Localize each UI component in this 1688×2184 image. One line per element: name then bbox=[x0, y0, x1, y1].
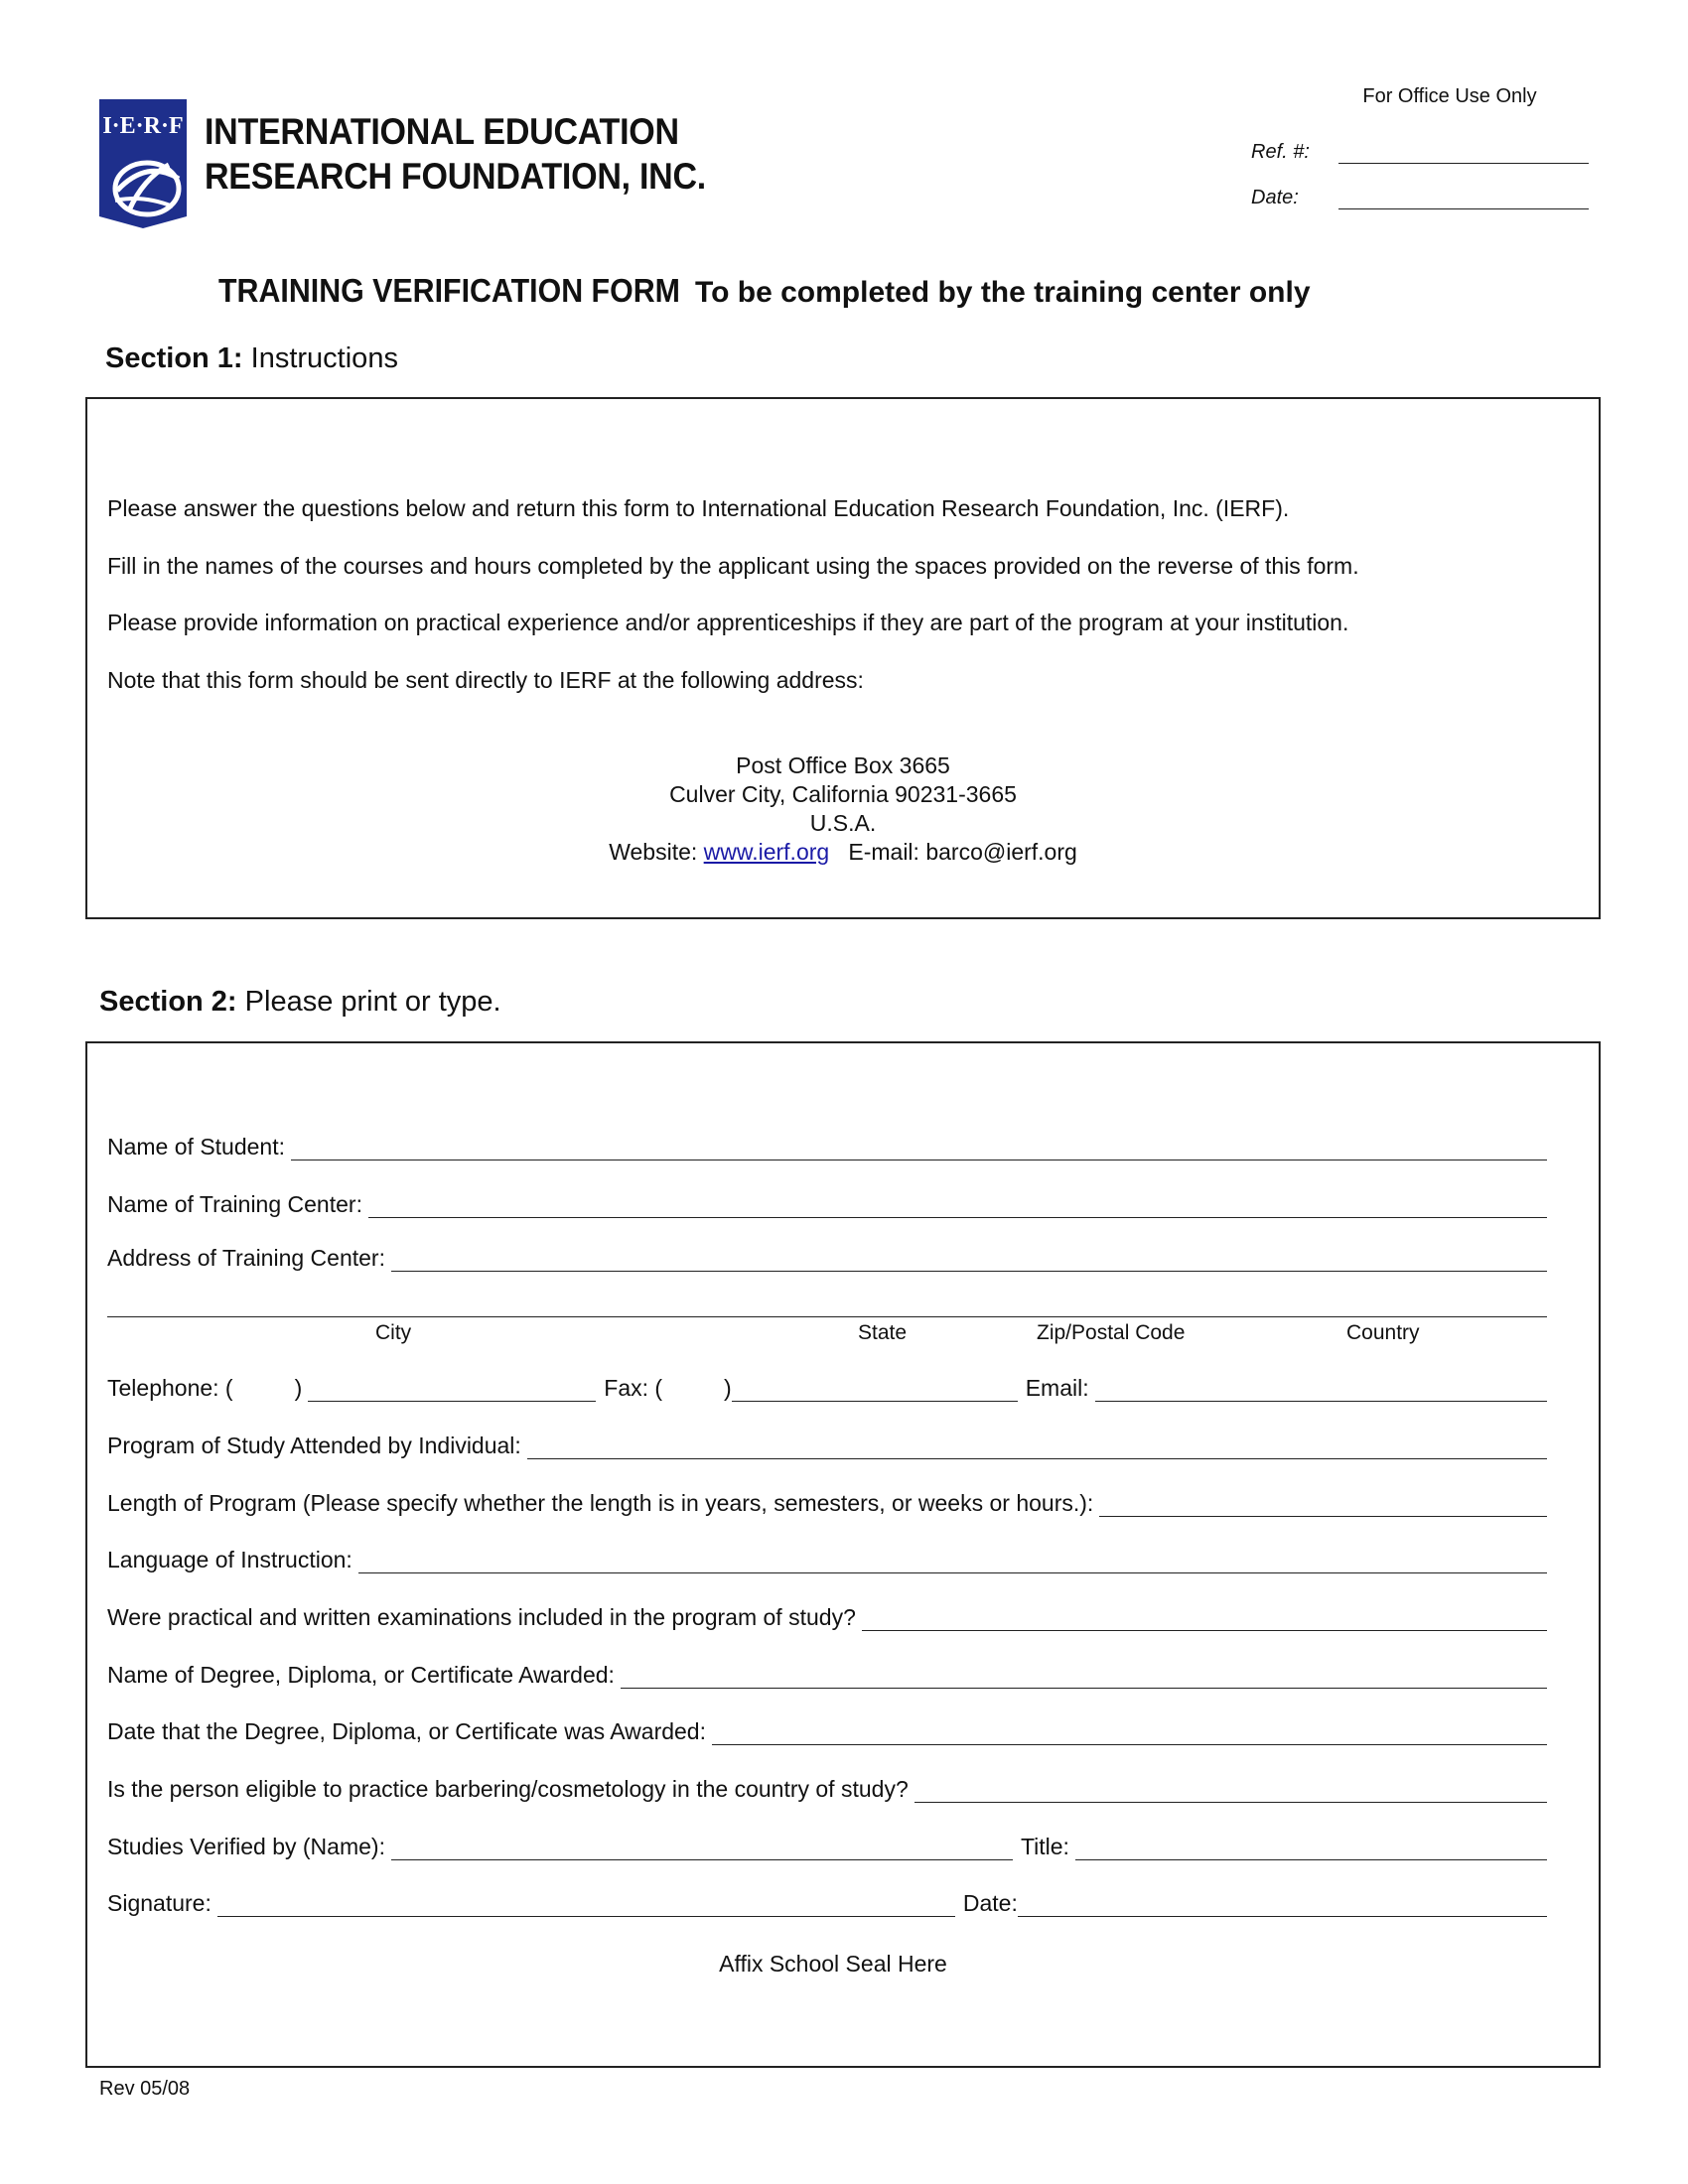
website-label: Website: bbox=[609, 839, 698, 865]
training-center-label: Name of Training Center: bbox=[107, 1191, 362, 1217]
revision-label: Rev 05/08 bbox=[99, 2078, 191, 2100]
city-state-line[interactable] bbox=[107, 1316, 1547, 1317]
eligibility-label: Is the person eligible to practice barbering/cosmetology in the country of study? bbox=[107, 1776, 909, 1802]
training-center-row bbox=[107, 1188, 1547, 1218]
language-row bbox=[107, 1544, 1547, 1573]
email-field[interactable] bbox=[1095, 1379, 1547, 1402]
address-sublabels bbox=[107, 1321, 1547, 1347]
contact-row bbox=[107, 1372, 1547, 1402]
exams-label: Were practical and written examinations included in the program of study? bbox=[107, 1604, 856, 1630]
instructions-box bbox=[85, 397, 1601, 919]
signature-label: Signature: bbox=[107, 1890, 211, 1916]
telephone-close-paren: ) bbox=[294, 1375, 303, 1401]
form-subtitle: To be completed by the training center only bbox=[695, 276, 1311, 309]
state-label: State bbox=[858, 1321, 908, 1344]
section-1-label: Section 1: bbox=[105, 342, 243, 374]
ref-label: Ref. #: bbox=[1251, 141, 1310, 163]
school-seal-area: Affix School Seal Here bbox=[719, 1951, 947, 1977]
verified-row bbox=[107, 1831, 1547, 1860]
exams-row bbox=[107, 1601, 1547, 1631]
language-label: Language of Instruction: bbox=[107, 1547, 352, 1572]
address-line-3: U.S.A. bbox=[809, 810, 877, 836]
signature-date-field[interactable] bbox=[1018, 1894, 1547, 1917]
office-use-block bbox=[1251, 85, 1589, 209]
degree-date-label: Date that the Degree, Diploma, or Certificate was Awarded: bbox=[107, 1718, 706, 1744]
center-address-label: Address of Training Center: bbox=[107, 1245, 385, 1271]
instruction-paragraph: Please answer the questions below and return this form to International Education Research Foundation, Inc. (IERF). bbox=[107, 495, 1290, 521]
logo-lettering: I·E·R·F bbox=[102, 113, 184, 139]
instruction-paragraph: Fill in the names of the courses and hours completed by the applicant using the spaces provided on the reverse of this form. bbox=[107, 553, 1359, 579]
instruction-paragraph: Note that this form should be sent directly to IERF at the following address: bbox=[107, 667, 864, 693]
email-label: E-mail: bbox=[848, 839, 919, 865]
degree-date-field[interactable] bbox=[712, 1722, 1547, 1745]
address-line-2: Culver City, California 90231-3665 bbox=[669, 781, 1017, 807]
student-name-field[interactable] bbox=[291, 1138, 1547, 1160]
contact-line bbox=[87, 838, 1599, 867]
student-name-row bbox=[107, 1131, 1547, 1160]
office-use-heading: For Office Use Only bbox=[1362, 85, 1537, 107]
student-name-label: Name of Student: bbox=[107, 1134, 285, 1160]
zip-label: Zip/Postal Code bbox=[1037, 1321, 1186, 1344]
ref-row bbox=[1251, 118, 1589, 164]
length-label: Length of Program (Please specify whether the length is in years, semesters, or weeks or hours.): bbox=[107, 1490, 1094, 1516]
office-date-field[interactable] bbox=[1338, 185, 1589, 209]
language-field[interactable] bbox=[358, 1551, 1547, 1573]
ierf-logo bbox=[99, 99, 187, 228]
degree-field[interactable] bbox=[621, 1666, 1547, 1689]
organization-name bbox=[205, 109, 706, 199]
org-name-line-1: INTERNATIONAL EDUCATION bbox=[205, 111, 679, 152]
fax-field[interactable] bbox=[732, 1379, 1018, 1402]
center-address-field[interactable] bbox=[391, 1249, 1547, 1272]
eligibility-field[interactable] bbox=[914, 1780, 1547, 1803]
verified-by-field[interactable] bbox=[391, 1838, 1013, 1860]
section-2-label: Section 2: bbox=[99, 986, 237, 1018]
org-name-line-2: RESEARCH FOUNDATION, INC. bbox=[205, 156, 706, 197]
email-field-label: Email: bbox=[1025, 1375, 1089, 1401]
website-link[interactable]: www.ierf.org bbox=[703, 839, 830, 865]
degree-date-row bbox=[107, 1715, 1547, 1745]
telephone-label: Telephone: ( bbox=[107, 1375, 233, 1401]
address-line-1: Post Office Box 3665 bbox=[736, 752, 950, 778]
city-label: City bbox=[375, 1321, 412, 1344]
title-label: Title: bbox=[1020, 1834, 1069, 1859]
mailing-address bbox=[87, 751, 1599, 867]
form-title: TRAINING VERIFICATION FORM bbox=[218, 272, 680, 309]
section-2-heading bbox=[99, 986, 501, 1019]
instruction-paragraph: Please provide information on practical experience and/or apprenticeships if they are part of the program at your institution. bbox=[107, 610, 1349, 635]
fax-close-paren: ) bbox=[724, 1375, 732, 1401]
degree-label: Name of Degree, Diploma, or Certificate Awarded: bbox=[107, 1662, 615, 1688]
email-address: barco@ierf.org bbox=[925, 839, 1077, 865]
fax-label: Fax: ( bbox=[604, 1375, 663, 1401]
length-row bbox=[107, 1487, 1547, 1517]
degree-row bbox=[107, 1659, 1547, 1689]
office-date-label: Date: bbox=[1251, 187, 1299, 208]
center-address-row bbox=[107, 1242, 1547, 1272]
telephone-field[interactable] bbox=[308, 1379, 596, 1402]
training-center-field[interactable] bbox=[368, 1195, 1547, 1218]
country-label: Country bbox=[1346, 1321, 1420, 1344]
eligibility-row bbox=[107, 1773, 1547, 1803]
student-info-box bbox=[85, 1041, 1601, 2068]
ref-field[interactable] bbox=[1338, 139, 1589, 164]
title-field[interactable] bbox=[1075, 1838, 1547, 1860]
verified-by-label: Studies Verified by (Name): bbox=[107, 1834, 385, 1859]
length-field[interactable] bbox=[1099, 1494, 1547, 1517]
section-1-title: Instructions bbox=[250, 342, 398, 374]
program-label: Program of Study Attended by Individual: bbox=[107, 1433, 521, 1458]
office-date-row bbox=[1251, 164, 1589, 209]
program-row bbox=[107, 1430, 1547, 1459]
section-1-heading bbox=[105, 342, 398, 375]
signature-date-label: Date: bbox=[962, 1890, 1018, 1916]
exams-field[interactable] bbox=[862, 1608, 1547, 1631]
signature-field[interactable] bbox=[217, 1894, 955, 1917]
program-field[interactable] bbox=[527, 1436, 1547, 1459]
signature-row bbox=[107, 1887, 1547, 1917]
section-2-title: Please print or type. bbox=[244, 986, 501, 1018]
